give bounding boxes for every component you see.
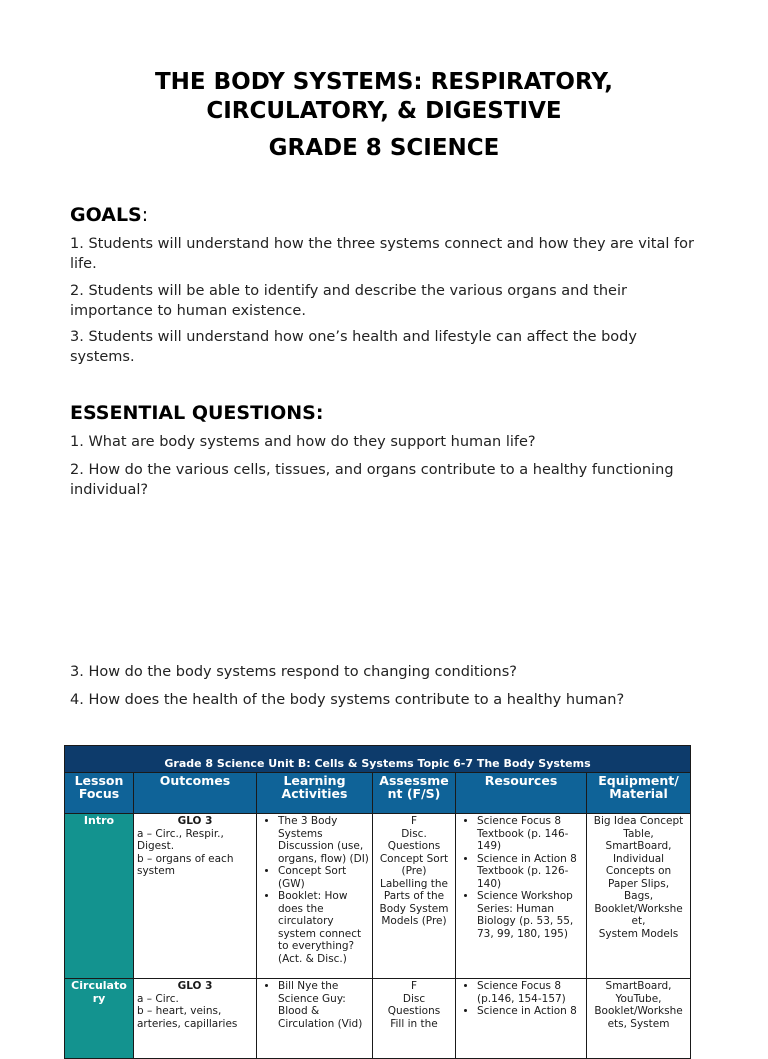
resource-item: • Science in Action 8 Textbook (p. 126-140) [477, 853, 583, 891]
outcomes-cell [134, 814, 257, 979]
assessment-line: Fill in the [390, 1017, 438, 1030]
question-item-3: 3. How do the body systems respond to changing conditions? [70, 664, 517, 680]
document-title-line-2: CIRCULATORY, & DIGESTIVE [206, 98, 562, 124]
table-row [65, 814, 691, 979]
essential-questions-heading: ESSENTIAL QUESTIONS: [70, 402, 324, 424]
equipment-line: Booklet/Workshe et, [594, 902, 683, 927]
document-title-line-1: THE BODY SYSTEMS: RESPIRATORY, [154, 69, 614, 95]
outcome-line: a – Circ., Respir., Digest. [137, 827, 224, 852]
assessment-line: F [410, 980, 418, 992]
assessment-line: Concept Sort (Pre) [379, 852, 449, 877]
resource-item: • Science Focus 8 Textbook (p. 146-149) [477, 815, 583, 853]
document-subtitle: GRADE 8 SCIENCE [268, 135, 500, 161]
outcomes-cell [134, 979, 257, 1059]
resource-item: • Science Focus 8 (p.146, 154-157) [477, 980, 583, 1005]
equipment-line: System Models [598, 927, 679, 940]
goal-item-3: 3. Students will understand how one’s health and lifestyle can affect the body systems. [70, 329, 637, 365]
table-caption: Grade 8 Science Unit B: Cells & Systems Topic 6-7 The Body Systems [65, 746, 691, 773]
assessment-line: Disc [402, 992, 426, 1005]
equipment-line: Booklet/Workshe ets, System [594, 1005, 683, 1030]
glo-label: GLO 3 [177, 980, 213, 992]
equipment-line: YouTube, [615, 992, 662, 1005]
assessment-cell [373, 814, 456, 979]
table-row [65, 979, 691, 1059]
outcome-line: b – organs of each system [137, 852, 234, 877]
lesson-focus-cell: Circulato ry [65, 979, 134, 1059]
header-learning-activities: Learning Activities [257, 773, 373, 814]
assessment-line: Labelling the Parts of the Body System Models (Pre) [379, 877, 449, 927]
header-resources: Resources [456, 773, 587, 814]
resource-item: • Science in Action 8 [477, 1005, 583, 1018]
header-outcomes: Outcomes [134, 773, 257, 814]
equipment-line: Bags, [623, 890, 654, 902]
table-header-row [65, 773, 691, 814]
activity-item: • Bill Nye the Science Guy: Blood & Circulation (Vid) [278, 980, 369, 1030]
assessment-line: F [410, 815, 418, 827]
equipment-line: Individual Concepts on Paper Slips, [605, 852, 672, 890]
goals-heading: GOALS: [70, 204, 149, 226]
equipment-cell [587, 814, 691, 979]
activities-cell [257, 814, 373, 979]
activity-item: • Booklet: How does the circulatory system connect to everything? (Act. & Disc.) [278, 890, 369, 965]
header-equipment-material: Equipment/ Material [587, 773, 691, 814]
assessment-line: Questions [387, 1005, 441, 1017]
outcome-line: a – Circ. [137, 992, 179, 1005]
activities-cell [257, 979, 373, 1059]
question-item-2: 2. How do the various cells, tissues, and organs contribute to a healthy functioning individual? [70, 462, 674, 498]
equipment-line: SmartBoard, [605, 840, 672, 852]
unit-plan-table [64, 745, 691, 1059]
glo-label: GLO 3 [177, 815, 213, 827]
activity-item: • Concept Sort (GW) [278, 865, 369, 890]
goal-item-2: 2. Students will be able to identify and describe the various organs and their importance to human existence. [70, 283, 627, 319]
activity-item: • The 3 Body Systems Discussion (use, organs, flow) (DI) [278, 815, 369, 865]
equipment-cell [587, 979, 691, 1059]
equipment-line: Big Idea Concept Table, [593, 815, 684, 840]
resource-item: • Science Workshop Series: Human Biology (p. 53, 55, 73, 99, 180, 195) [477, 890, 583, 940]
resources-cell [456, 814, 587, 979]
question-item-1: 1. What are body systems and how do they support human life? [70, 434, 536, 450]
header-assessment: Assessme nt (F/S) [373, 773, 456, 814]
assessment-cell [373, 979, 456, 1059]
header-lesson-focus: Lesson Focus [65, 773, 134, 814]
lesson-focus-cell: Intro [65, 814, 134, 979]
question-item-4: 4. How does the health of the body systems contribute to a healthy human? [70, 692, 625, 708]
assessment-line: Disc. Questions [387, 827, 441, 852]
outcome-line: b – heart, veins, arteries, capillaries [137, 1005, 238, 1030]
equipment-line: SmartBoard, [605, 980, 672, 992]
resources-cell [456, 979, 587, 1059]
goal-item-1: 1. Students will understand how the three systems connect and how they are vital for life. [70, 236, 694, 272]
